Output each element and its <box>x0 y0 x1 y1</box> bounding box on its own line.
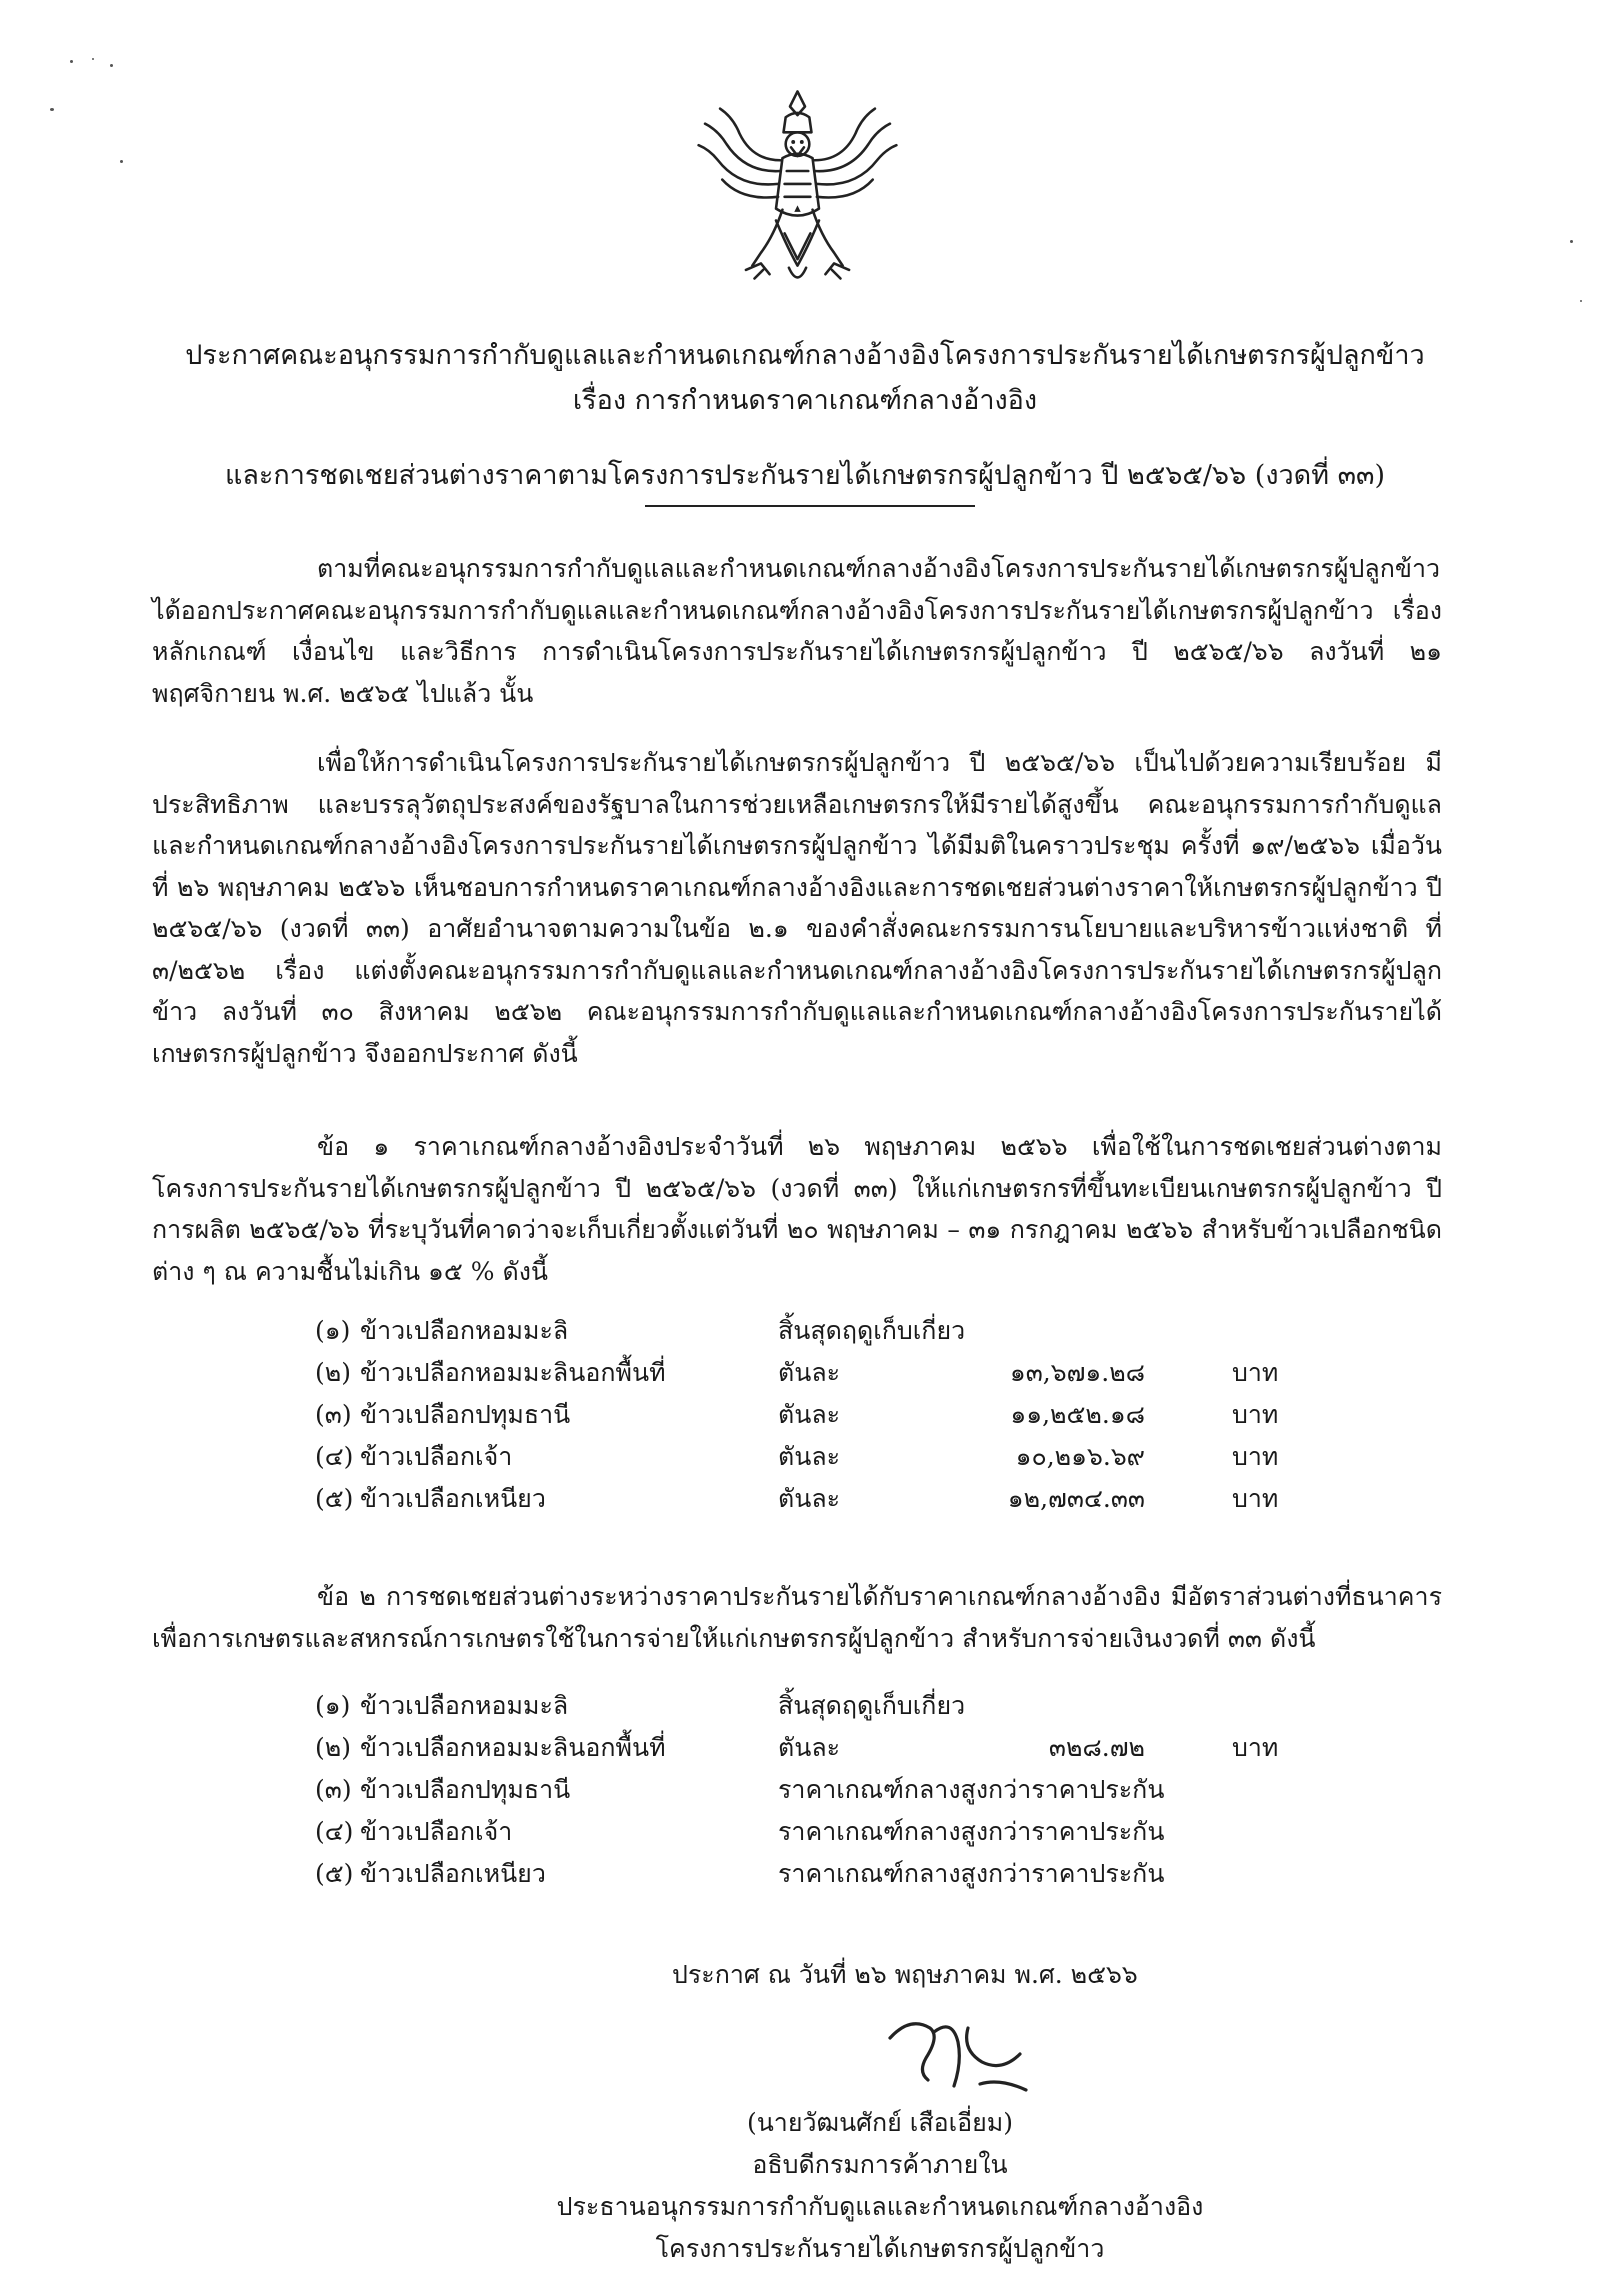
price-value: ๑๑,๒๕๒.๑๘ <box>1010 1400 1145 1429</box>
unit-label: ตันละ <box>778 1400 841 1429</box>
item-note: ราคาเกณฑ์กลางสูงกว่าราคาประกัน <box>778 1817 1165 1846</box>
speck <box>1580 300 1582 302</box>
rice-type: ข้าวเปลือกเจ้า <box>360 1817 513 1846</box>
rice-type: ข้าวเปลือกหอมมะลินอกพื้นที่ <box>360 1358 666 1387</box>
rice-type: ข้าวเปลือกหอมมะลินอกพื้นที่ <box>360 1733 666 1762</box>
paragraph-2-text: เพื่อให้การดำเนินโครงการประกันรายได้เกษตรกรผู้ปลูกข้าว ปี ๒๕๖๕/๖๖ เป็นไปด้วยความเรียบร้อย มีประสิทธิภาพ และบรรลุวัตถุประสงค์ของรัฐบาลในการช่วยเหลือเกษตรกรให้มีรายได้สูงขึ้น คณะอนุกรรมการกำกับดูแลและกำหนดเกณฑ์กลางอ้างอิงโครงการประกันรายได้เกษตรกรผู้ปลูกข้าว ได้มีมติในคราวประชุม ครั้งที่ ๑๙/๒๕๖๖ เมื่อวันที่ ๒๖ พฤษภาคม ๒๕๖๖ เห็นชอบการกำหนดราคาเกณฑ์กลางอ้างอิงและการชดเชยส่วนต่างราคาให้เกษตรกรผู้ปลูกข้าว ปี ๒๕๖๕/๖๖ (งวดที่ ๓๓) อาศัยอำนาจตามความในข้อ ๒.๑ ของคำสั่งคณะกรรมการนโยบายและบริหารข้าวแห่งชาติ ที่ ๓/๒๕๖๒ เรื่อง แต่งตั้งคณะอนุกรรมการกำกับดูแลและกำหนดเกณฑ์กลางอ้างอิงโครงการประกันรายได้เกษตรกรผู้ปลูกข้าว ลงวันที่ ๓๐ สิงหาคม ๒๕๖๒ คณะอนุกรรมการกำกับดูแลและกำหนดเกณฑ์กลางอ้างอิงโครงการประกันรายได้เกษตรกรผู้ปลูกข้าว จึงออกประกาศ ดังนี้ <box>152 748 1442 1068</box>
currency-label: บาท <box>1232 1733 1279 1762</box>
title-divider <box>645 505 975 507</box>
garuda-emblem-icon <box>690 85 905 300</box>
signatory-position-3: โครงการประกันรายได้เกษตรกรผู้ปลูกข้าว <box>655 2234 1105 2263</box>
signature-icon <box>870 1998 1040 2108</box>
item-number: (๔) <box>315 1442 354 1471</box>
unit-label: ตันละ <box>778 1484 841 1513</box>
announcement-date: ประกาศ ณ วันที่ ๒๖ พฤษภาคม พ.ศ. ๒๕๖๖ <box>672 1960 1138 1989</box>
rice-type: ข้าวเปลือกหอมมะลิ <box>360 1316 569 1345</box>
rice-type: ข้าวเปลือกปทุมธานี <box>360 1400 571 1429</box>
speck <box>110 64 113 67</box>
currency-label: บาท <box>1232 1358 1279 1387</box>
currency-label: บาท <box>1232 1442 1279 1471</box>
item-number: (๑) <box>315 1316 351 1345</box>
item-number: (๓) <box>315 1400 352 1429</box>
title-subject: เรื่อง การกำหนดราคาเกณฑ์กลางอ้างอิง <box>572 385 1038 416</box>
rice-type: ข้าวเปลือกเจ้า <box>360 1442 513 1471</box>
item-number: (๒) <box>315 1358 351 1387</box>
paragraph-clause-1-text: ข้อ ๑ ราคาเกณฑ์กลางอ้างอิงประจำวันที่ ๒๖ พฤษภาคม ๒๕๖๖ เพื่อใช้ในการชดเชยส่วนต่างตามโครงการประกันรายได้เกษตรกรผู้ปลูกข้าว ปี ๒๕๖๕/๖๖ (งวดที่ ๓๓) ให้แก่เกษตรกรที่ขึ้นทะเบียนเกษตรกรผู้ปลูกข้าว ปีการผลิต ๒๕๖๕/๖๖ ที่ระบุวันที่คาดว่าจะเก็บเกี่ยวตั้งแต่วันที่ ๒๐ พฤษภาคม – ๓๑ กรกฎาคม ๒๕๖๖ สำหรับข้าวเปลือกชนิดต่าง ๆ ณ ความชื้นไม่เกิน ๑๕ % ดังนี้ <box>152 1132 1442 1286</box>
currency-label: บาท <box>1232 1484 1279 1513</box>
paragraph-2 <box>152 742 1442 1074</box>
title-line-3: และการชดเชยส่วนต่างราคาตามโครงการประกันรายได้เกษตรกรผู้ปลูกข้าว ปี ๒๕๖๕/๖๖ (งวดที่ ๓๓) <box>224 460 1386 491</box>
speck <box>120 160 123 163</box>
unit-label: ตันละ <box>778 1733 841 1762</box>
title-line-1: ประกาศคณะอนุกรรมการกำกับดูแลและกำหนดเกณฑ์กลางอ้างอิงโครงการประกันรายได้เกษตรกรผู้ปลูกข้าว <box>185 340 1425 371</box>
paragraph-clause-2 <box>152 1576 1442 1659</box>
signatory-position-1: อธิบดีกรมการค้าภายใน <box>752 2150 1008 2179</box>
speck <box>70 60 73 63</box>
item-number: (๕) <box>315 1484 354 1513</box>
rice-type: ข้าวเปลือกปทุมธานี <box>360 1775 571 1804</box>
rice-type: ข้าวเปลือกเหนียว <box>360 1859 546 1888</box>
signatory-position-2: ประธานอนุกรรมการกำกับดูแลและกำหนดเกณฑ์กลางอ้างอิง <box>556 2192 1204 2221</box>
item-note: สิ้นสุดฤดูเก็บเกี่ยว <box>778 1316 966 1345</box>
paragraph-1-text: ตามที่คณะอนุกรรมการกำกับดูแลและกำหนดเกณฑ์กลางอ้างอิงโครงการประกันรายได้เกษตรกรผู้ปลูกข้าว ได้ออกประกาศคณะอนุกรรมการกำกับดูแลและกำหนดเกณฑ์กลางอ้างอิงโครงการประกันรายได้เกษตรกรผู้ปลูกข้าว เรื่อง หลักเกณฑ์ เงื่อนไข และวิธีการ การดำเนินโครงการประกันรายได้เกษตรกรผู้ปลูกข้าว ปี ๒๕๖๕/๖๖ ลงวันที่ ๒๑ พฤศจิกายน พ.ศ. ๒๕๖๕ ไปแล้ว นั้น <box>152 554 1442 708</box>
rice-type: ข้าวเปลือกหอมมะลิ <box>360 1691 569 1720</box>
price-value: ๑๐,๒๑๖.๖๙ <box>1015 1442 1145 1471</box>
price-value: ๑๒,๗๓๔.๓๓ <box>1007 1484 1145 1513</box>
price-value: ๑๓,๖๗๑.๒๘ <box>1009 1358 1145 1387</box>
item-number: (๒) <box>315 1733 351 1762</box>
price-value: ๓๒๘.๗๒ <box>1048 1733 1145 1762</box>
item-number: (๔) <box>315 1817 354 1846</box>
paragraph-clause-1 <box>152 1126 1442 1292</box>
signatory-name: (นายวัฒนศักย์ เสือเอี่ยม) <box>746 2108 1014 2137</box>
speck <box>50 108 54 111</box>
paragraph-1 <box>152 548 1442 714</box>
speck <box>92 58 94 60</box>
unit-label: ตันละ <box>778 1442 841 1471</box>
unit-label: ตันละ <box>778 1358 841 1387</box>
rice-type: ข้าวเปลือกเหนียว <box>360 1484 546 1513</box>
paragraph-clause-2-text: ข้อ ๒ การชดเชยส่วนต่างระหว่างราคาประกันรายได้กับราคาเกณฑ์กลางอ้างอิง มีอัตราส่วนต่างที่ธนาคารเพื่อการเกษตรและสหกรณ์การเกษตรใช้ในการจ่ายให้แก่เกษตรกรผู้ปลูกข้าว สำหรับการจ่ายเงินงวดที่ ๓๓ ดังนี้ <box>152 1582 1442 1653</box>
currency-label: บาท <box>1232 1400 1279 1429</box>
item-note: สิ้นสุดฤดูเก็บเกี่ยว <box>778 1691 966 1720</box>
item-number: (๓) <box>315 1775 352 1804</box>
item-number: (๑) <box>315 1691 351 1720</box>
item-note: ราคาเกณฑ์กลางสูงกว่าราคาประกัน <box>778 1775 1165 1804</box>
item-note: ราคาเกณฑ์กลางสูงกว่าราคาประกัน <box>778 1859 1165 1888</box>
item-number: (๕) <box>315 1859 354 1888</box>
speck <box>1570 240 1573 243</box>
